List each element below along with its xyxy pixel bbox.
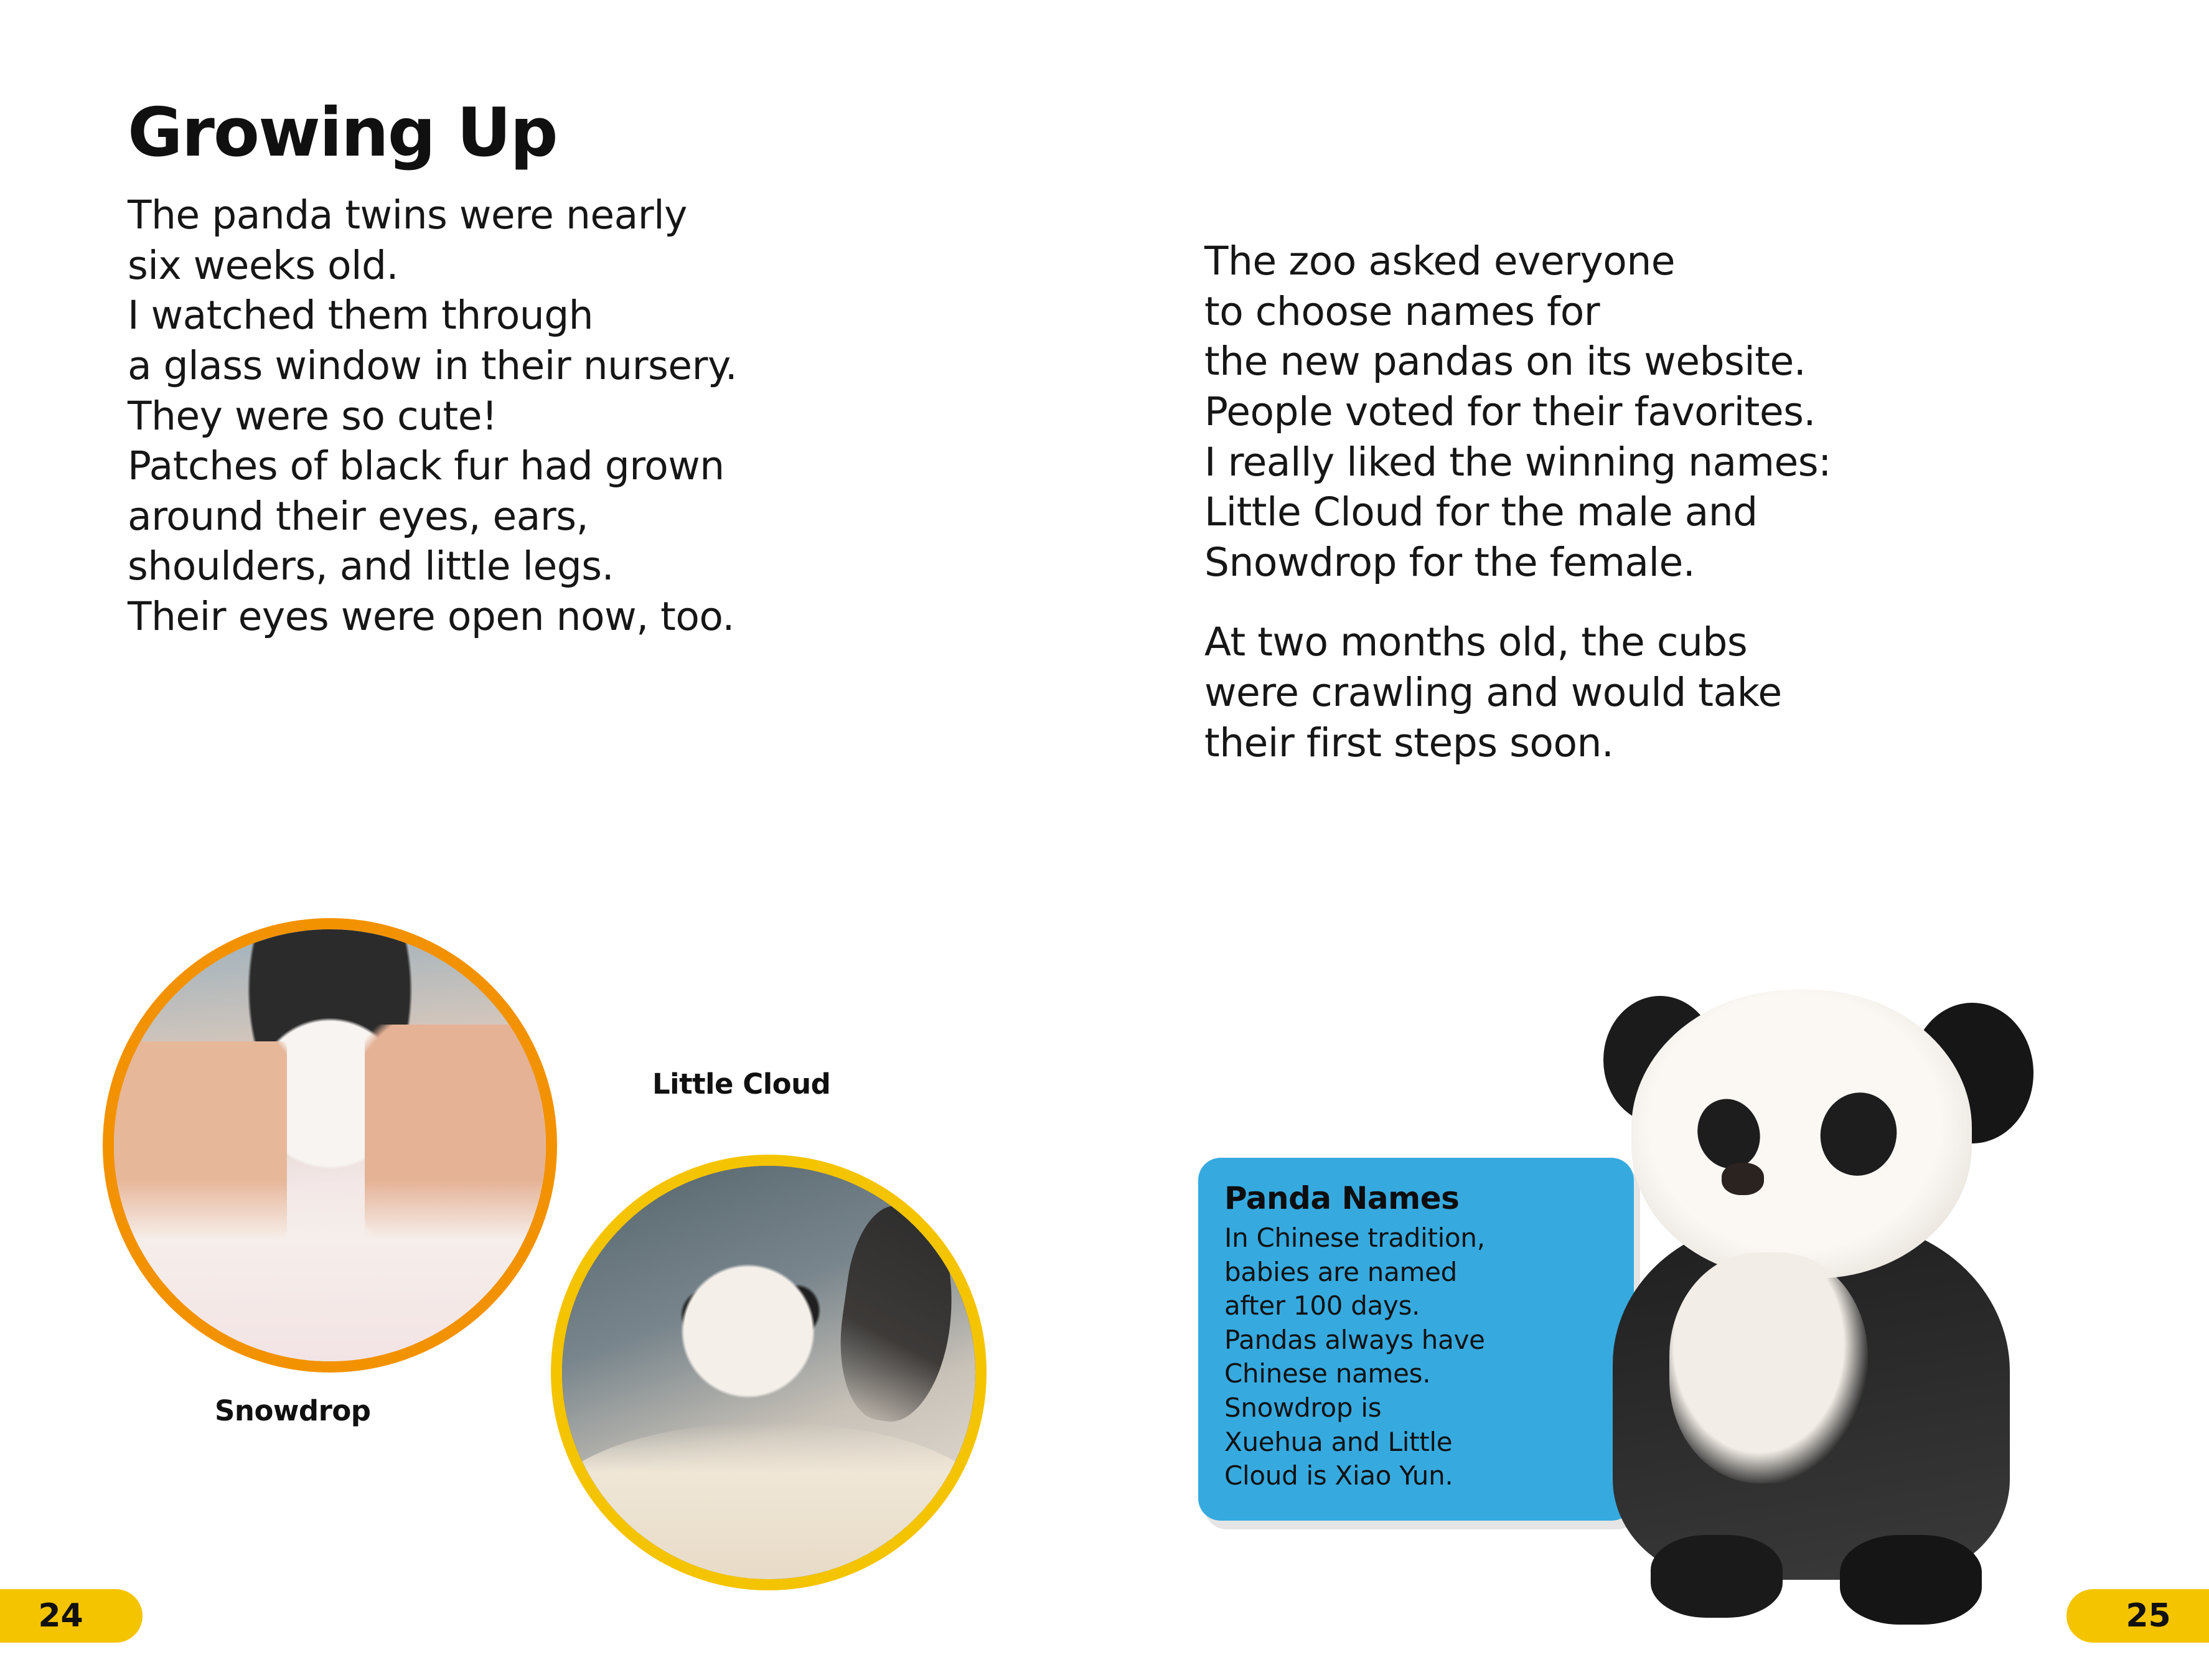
page-title: Growing Up [128, 94, 557, 172]
text-line: They were so cute! [128, 393, 497, 439]
text-line: were crawling and would take [1204, 670, 1782, 715]
text-line: Their eyes were open now, too. [128, 594, 734, 639]
left-page-text-column [128, 94, 1061, 642]
panda-chest [1669, 1252, 1868, 1483]
right-page-paragraph-1 [1204, 237, 2113, 588]
text-line: a glass window in their nursery. [128, 342, 738, 388]
text-line: I really liked the winning names: [1204, 439, 1831, 485]
right-page-text-column [1204, 237, 2113, 768]
left-page-paragraph [128, 190, 1061, 642]
text-line: Snowdrop for the female. [1204, 539, 1695, 585]
text-line: People voted for their favorites. [1204, 388, 1816, 434]
snowdrop-caption: Snowdrop [215, 1394, 371, 1427]
text-line: around their eyes, ears, [128, 493, 589, 539]
snowdrop-photo [103, 918, 557, 1373]
panda-paw-left [1651, 1535, 1783, 1618]
fact-box-title: Panda Names [1224, 1180, 1460, 1216]
panda-paw-right [1840, 1535, 1982, 1625]
text-line: I watched them through [128, 293, 594, 339]
photo-detail-blanket [114, 1180, 546, 1373]
panda-nose [1722, 1163, 1764, 1195]
text-line: the new pandas on its website. [1204, 339, 1806, 385]
text-line: Patches of black fur had grown [128, 443, 725, 489]
little-cloud-photo [551, 1155, 987, 1590]
text-line: shoulders, and little legs. [128, 543, 614, 589]
right-page-paragraph-2 [1204, 617, 2113, 768]
text-line: six weeks old. [128, 242, 399, 288]
fact-box [1198, 1158, 1634, 1521]
photo-detail-towel [551, 1422, 987, 1590]
text-line: to choose names for [1204, 288, 1600, 334]
text-line: At two months old, the cubs [1204, 619, 1748, 665]
little-cloud-caption: Little Cloud [652, 1068, 831, 1100]
page-number-right: 25 [2066, 1589, 2209, 1643]
text-line: Little Cloud for the male and [1204, 489, 1758, 535]
text-line: The zoo asked everyone [1204, 238, 1676, 284]
text-line: their first steps soon. [1204, 720, 1614, 766]
panda-head [1631, 990, 1972, 1279]
text-line: The panda twins were nearly [128, 192, 687, 238]
fact-box-text: In Chinese tradition, babies are named after 100 days. Pandas always have Chinese names. Snowdrop is Xuehua and Little Cloud is Xiao Yun. [1224, 1222, 1485, 1491]
panda-cub-photo [1575, 990, 2048, 1631]
page-number-left: 24 [0, 1589, 143, 1643]
